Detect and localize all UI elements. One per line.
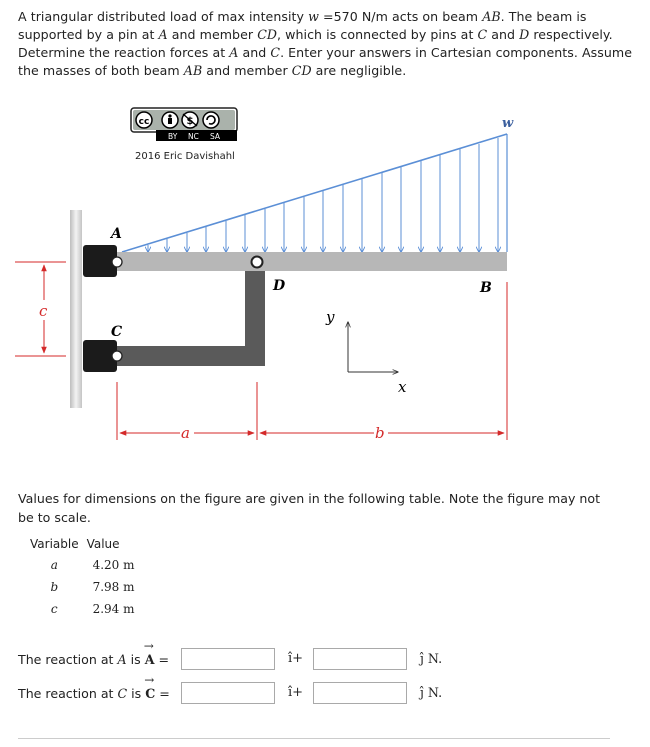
var-w: w [308,9,319,24]
wall [70,210,82,408]
vector-a: → A [145,652,155,667]
answer-row-a: The reaction at A is → A = [18,646,169,672]
answer-row-c: The reaction at C is → C = [18,680,170,706]
label-c: C [111,324,123,340]
pin-a [112,257,122,267]
svg-text:SA: SA [210,132,221,141]
svg-text:y: y [326,308,335,326]
svg-text:$: $ [186,116,194,127]
table-row: a 4.20 m [50,558,135,572]
reaction-a-j-input[interactable] [313,648,407,670]
svg-text:NC: NC [188,132,199,141]
svg-text:a: a [181,424,190,442]
variables-table [26,536,139,620]
i-unit-a: î+ [288,651,304,666]
bottom-divider [18,738,610,739]
sa-share-icon [203,112,219,128]
problem-statement: A triangular distributed load of max intensity w =570 N/m acts on beam AB. The beam is supported by a pin at A and member CD, which is connected by pins at C and D respectively. Determine the reaction forces at A and C. Enter your answers in Cartesian components. Assume the masses of both beam AB and member CD are negligible. [18,9,633,78]
j-unit-c: ĵ N. [420,685,443,700]
svg-text:x: x [398,378,407,396]
label-a: A [111,226,122,242]
table-header-variable: Variable [30,537,79,551]
svg-text:c: c [39,302,48,320]
table-header-value: Value [86,537,120,551]
cc-license-badge [131,108,237,141]
table-note: Values for dimensions on the figure are given in the following table. Note the figure may not be to scale. [18,491,601,525]
pin-d [252,257,263,268]
table-row: b 7.98 m [50,580,135,594]
reaction-c-j-input[interactable] [313,682,407,704]
reaction-c-i-input[interactable] [181,682,275,704]
label-w: w [502,116,514,131]
figure-credit: 2016 Eric Davishahl [135,151,235,162]
j-unit-a: ĵ N. [420,651,443,666]
beam-ab [104,252,507,271]
coordinate-axes [325,308,407,396]
dimension-c [15,262,66,356]
vector-c: → C [145,686,155,701]
svg-text:BY: BY [168,132,178,141]
table-row: c 2.94 m [50,602,135,616]
label-d: D [273,278,286,294]
reaction-a-i-input[interactable] [181,648,275,670]
svg-text:b: b [375,424,385,442]
i-unit-c: î+ [288,685,304,700]
beam-diagram [0,90,650,480]
svg-text:cc: cc [138,117,150,127]
label-b: B [480,280,492,296]
pin-c [112,351,122,361]
